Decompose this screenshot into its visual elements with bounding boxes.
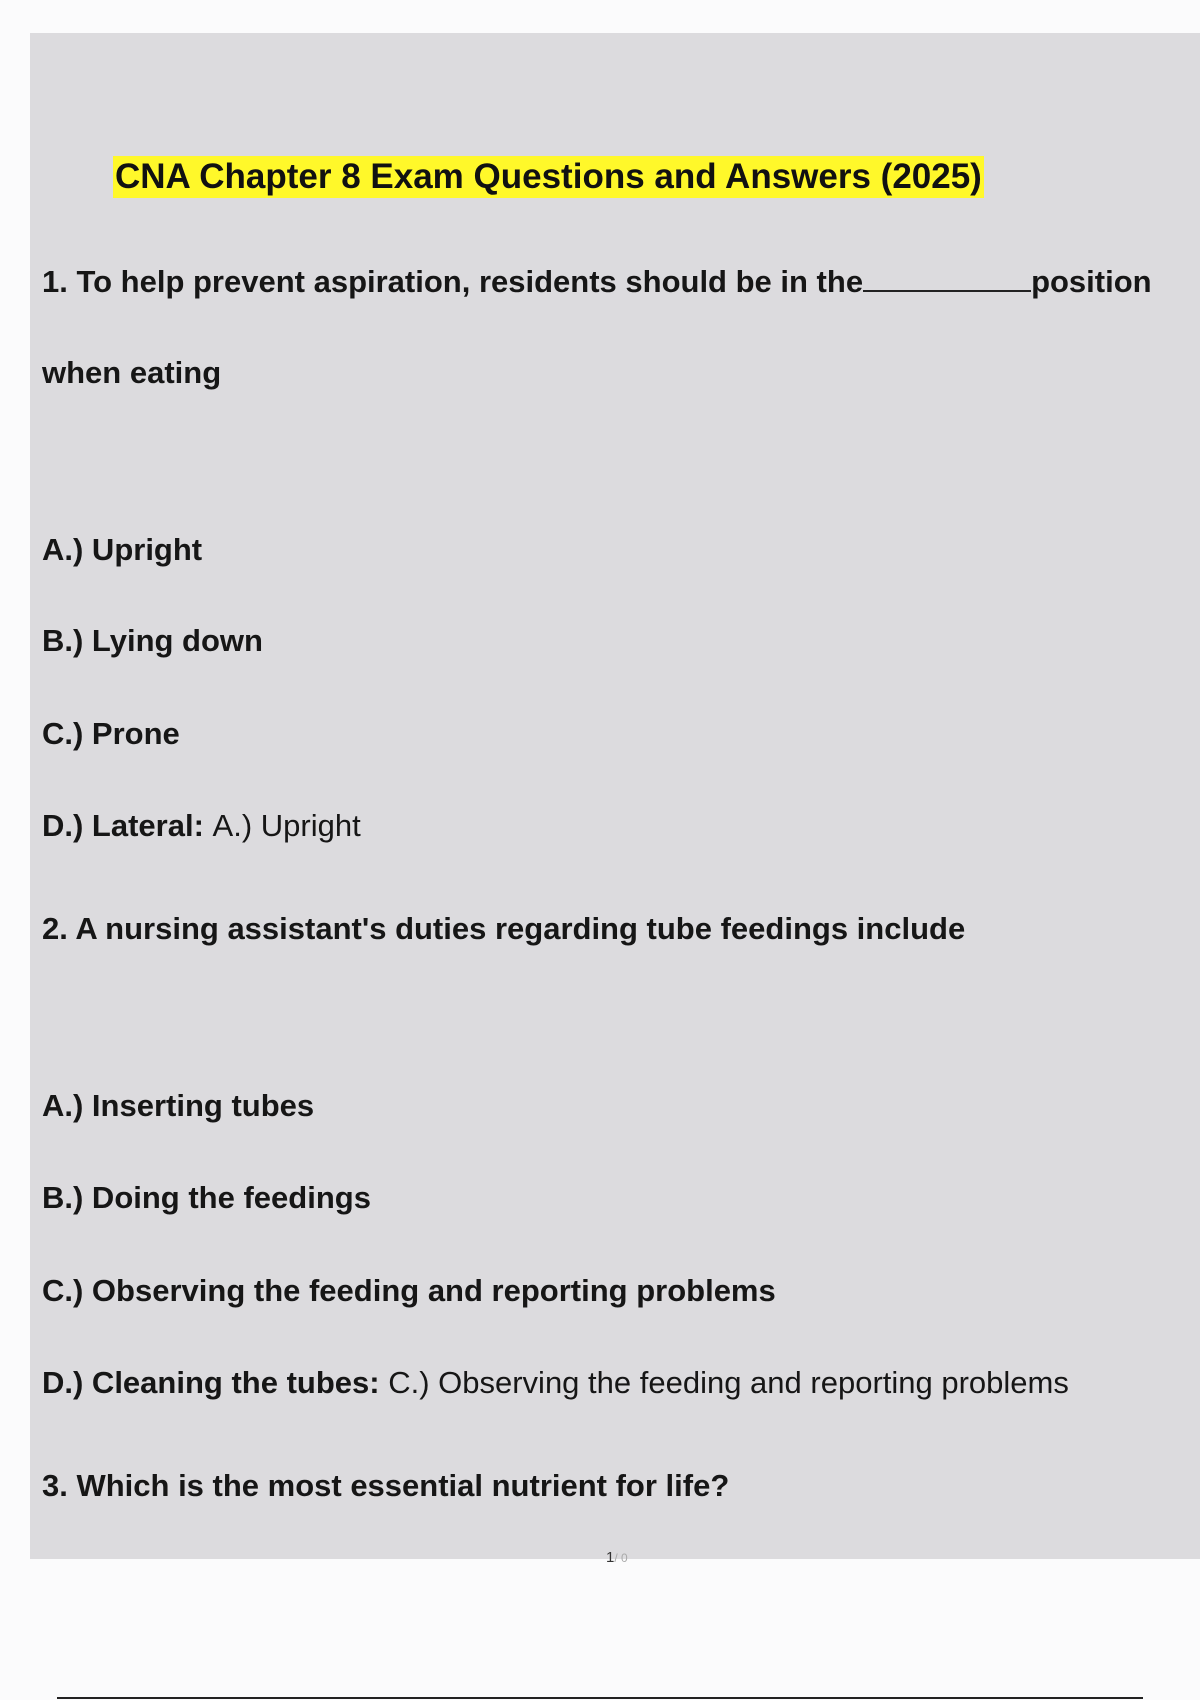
document-title: CNA Chapter 8 Exam Questions and Answers (2025) [115,157,982,196]
question-1-option-d-label: D.) Lateral: [42,808,204,843]
page-total: / 0 [614,1551,628,1565]
question-2-answer: C.) Observing the feeding and reporting problems [388,1365,1069,1400]
page-indicator [606,1549,628,1566]
question-1-option-b: B.) Lying down [42,623,263,658]
question-3-prompt: 3. Which is the most essential nutrient for life? [42,1468,730,1503]
page-number: 1 [606,1549,615,1566]
footer-divider [57,1697,1143,1699]
question-2-option-d-label: D.) Cleaning the tubes: [42,1365,380,1400]
question-1-option-c: C.) Prone [42,716,180,751]
question-2-option-d [42,1364,1069,1402]
question-2-option-c: C.) Observing the feeding and reporting problems [42,1273,776,1308]
question-1-answer: A.) Upright [212,808,361,843]
question-1-blank [863,262,1031,292]
question-1-prompt-text-2: position [1031,264,1152,299]
question-1-prompt-continued: when eating [42,355,222,390]
question-2-option-b: B.) Doing the feedings [42,1180,371,1215]
question-1-prompt-text: 1. To help prevent aspiration, residents should be in the [42,264,864,299]
question-1-option-d [42,807,361,845]
question-2-option-a: A.) Inserting tubes [42,1088,315,1123]
question-1-prompt [42,262,1152,301]
question-2-prompt: 2. A nursing assistant's duties regarding tube feedings include [42,911,966,946]
question-1-option-a: A.) Upright [42,532,203,567]
